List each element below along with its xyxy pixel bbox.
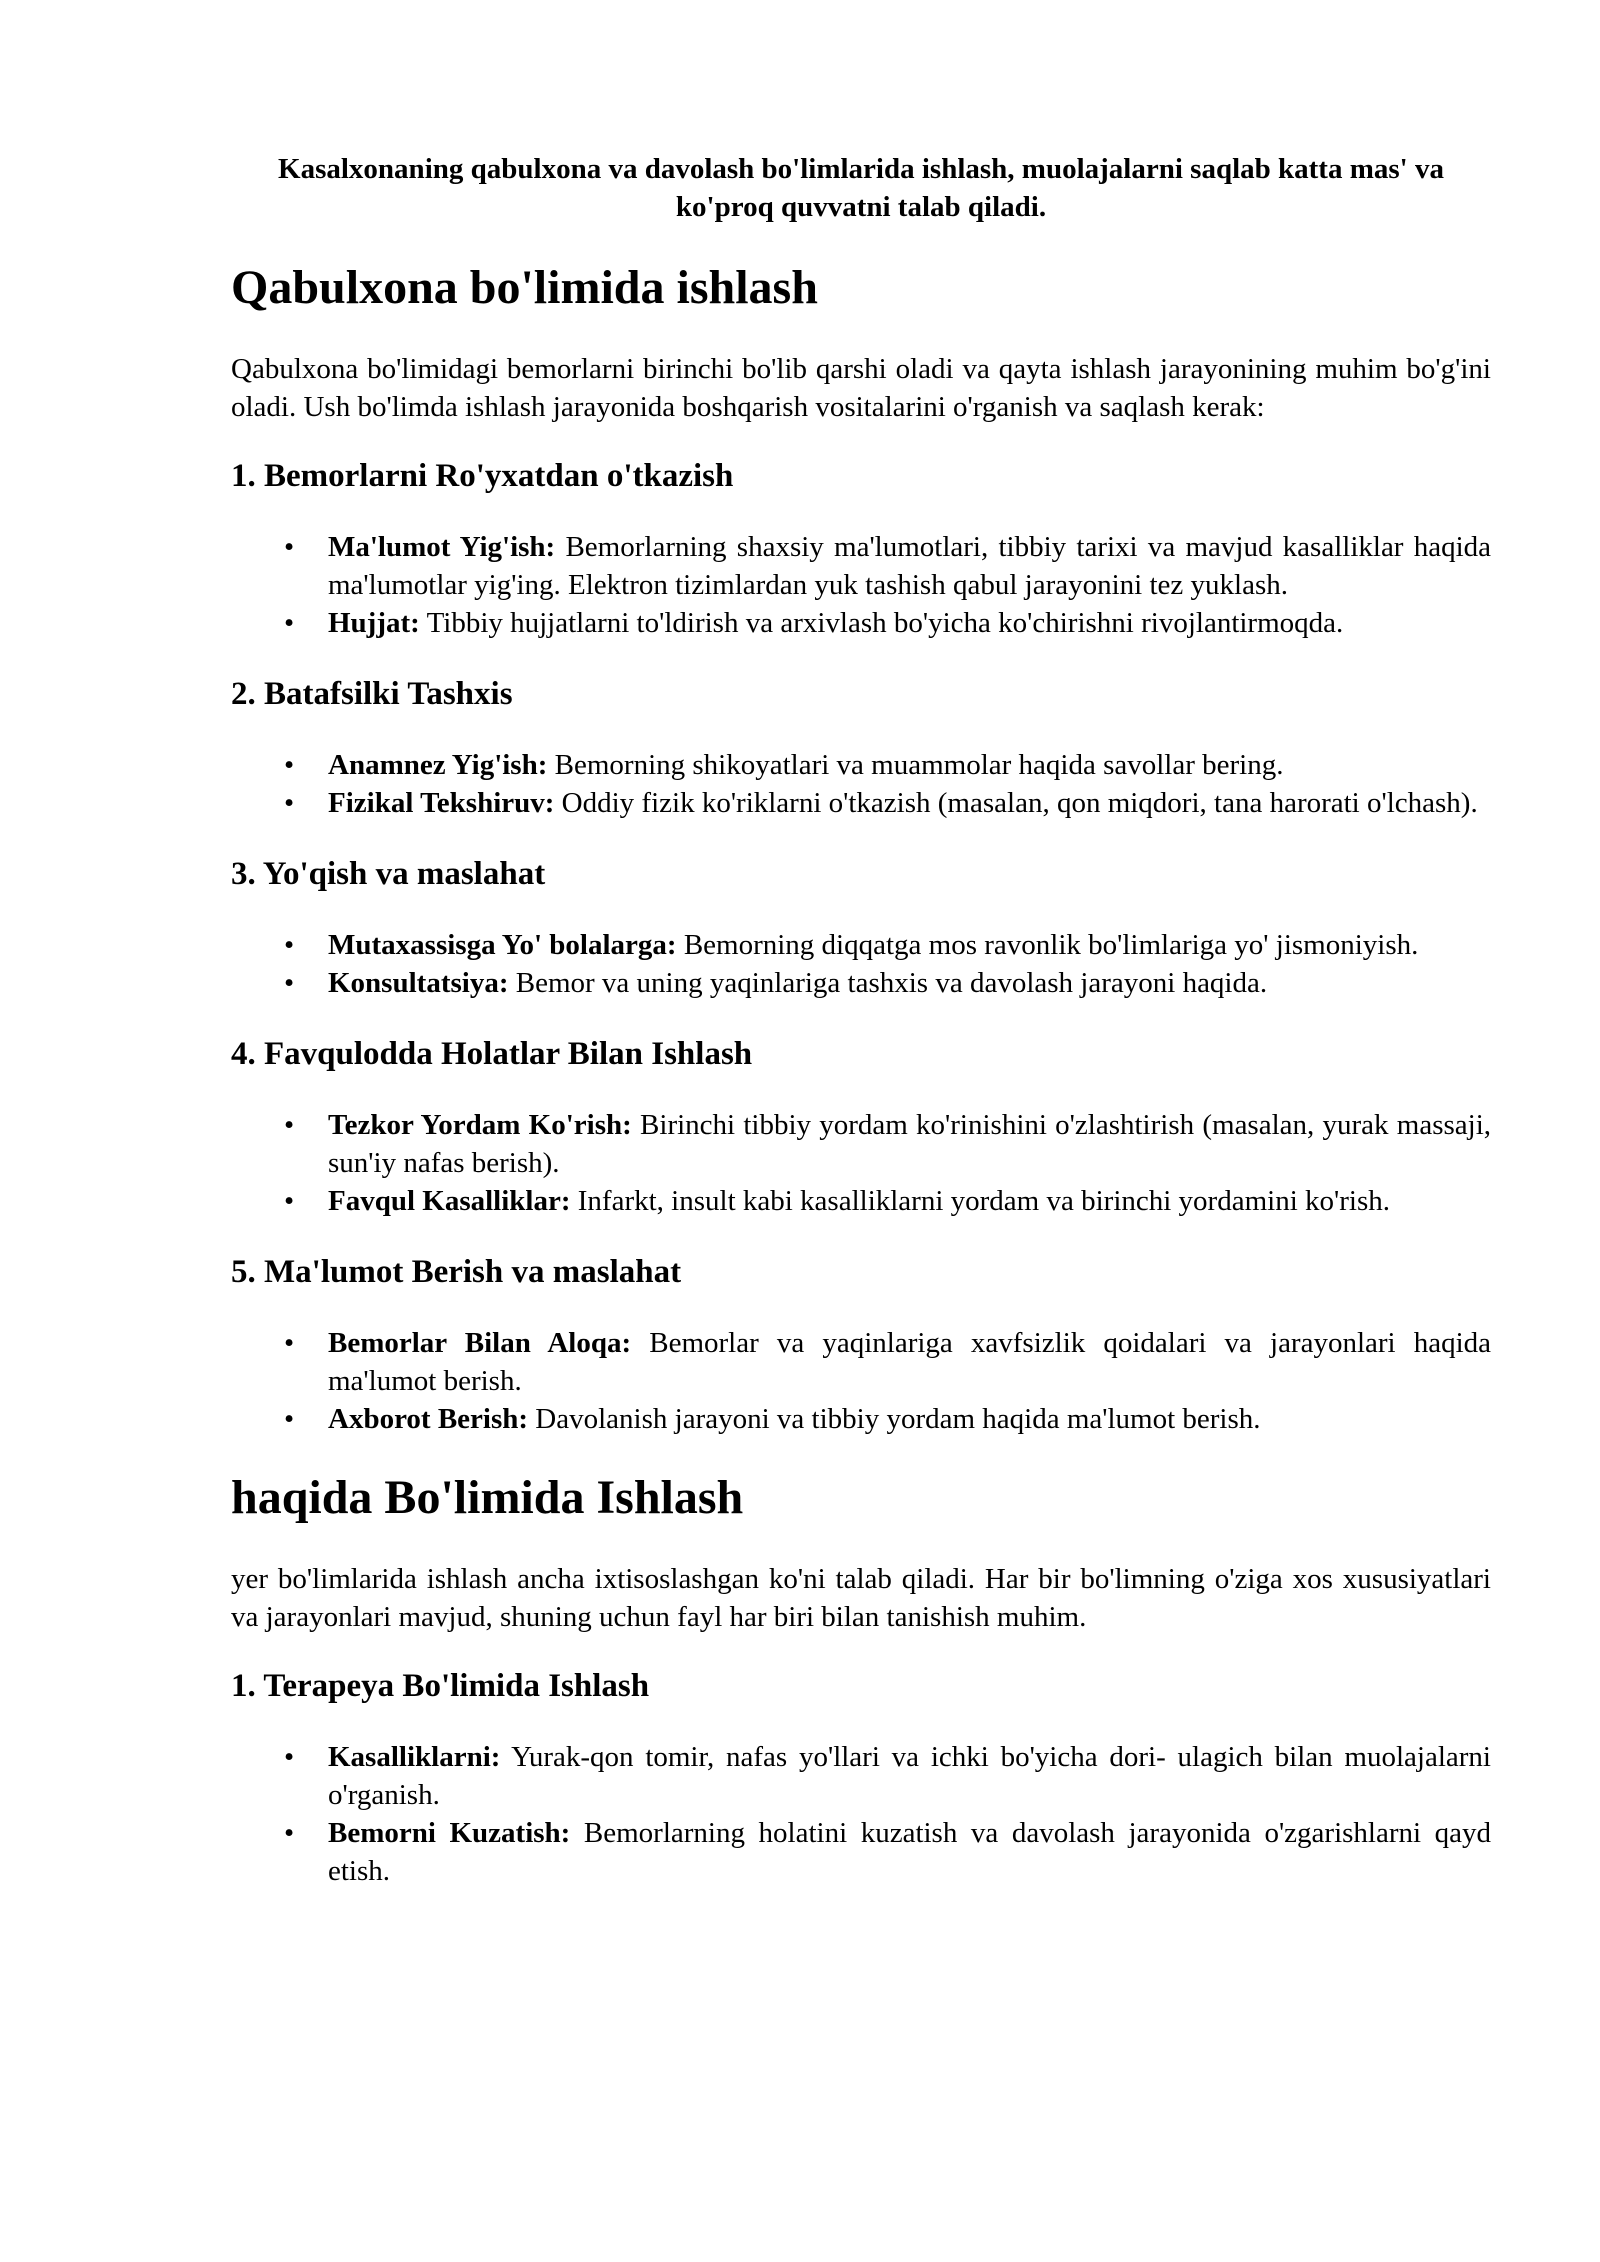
item-text: Bemorlarning holatini kuzatish va davolash jarayonida o'zgarishlarni qayd etish. bbox=[328, 1817, 1491, 1887]
section-paragraph: Qabulxona bo'limidagi bemorlarni birinchi bo'lib qarshi oladi va qayta ishlash jarayonining muhim bo'g'ini oladi. Ush bo'limda ishlash jarayonida boshqarish vositalarini o'rganish va saqlash kerak: bbox=[231, 353, 1491, 423]
item-label: Tezkor Yordam Ko'rish: bbox=[328, 1109, 632, 1141]
bullet-list bbox=[231, 1324, 1491, 1438]
list-item bbox=[231, 1106, 1491, 1182]
bullet-list bbox=[231, 1738, 1491, 1890]
list-item bbox=[231, 528, 1491, 604]
document-content bbox=[231, 150, 1491, 1922]
item-label: Mutaxassisga Yo' bolalarga: bbox=[328, 929, 677, 961]
bullet-icon: • bbox=[284, 607, 295, 639]
item-text: Yurak-qon tomir, nafas yo'llari va ichki bo'yicha dori- ulagich bilan muolajalarni o'rganish. bbox=[328, 1741, 1491, 1811]
item-text: Bemorning shikoyatlari va muammolar haqida savollar bering. bbox=[554, 749, 1284, 781]
item-label: Fizikal Tekshiruv: bbox=[328, 787, 555, 819]
item-label: Ma'lumot Yig'ish: bbox=[328, 531, 556, 563]
list-item bbox=[231, 1400, 1491, 1438]
subsection-heading: 1. Terapeya Bo'limida Ishlash bbox=[231, 1668, 650, 1704]
bullet-icon: • bbox=[284, 787, 295, 819]
item-label: Bemorlar Bilan Aloqa: bbox=[328, 1327, 632, 1359]
item-label: Kasalliklarni: bbox=[328, 1741, 501, 1773]
intro-text: Kasalxonaning qabulxona va davolash bo'limlarida ishlash, muolajalarni saqlab katta mas' va ko'proq quvvatni talab qiladi. bbox=[278, 153, 1444, 223]
bullet-icon: • bbox=[284, 1817, 295, 1849]
item-text: Davolanish jarayoni va tibbiy yordam haqida ma'lumot berish. bbox=[535, 1403, 1261, 1435]
list-item bbox=[231, 926, 1491, 964]
list-item bbox=[231, 784, 1491, 822]
subsection-heading: 3. Yo'qish va maslahat bbox=[231, 856, 546, 892]
subsection-heading: 2. Batafsilki Tashxis bbox=[231, 676, 513, 712]
bullet-icon: • bbox=[284, 531, 295, 563]
item-text: Bemor va uning yaqinlariga tashxis va davolash jarayoni haqida. bbox=[515, 967, 1268, 999]
bullet-icon: • bbox=[284, 929, 295, 961]
item-text: Bemorning diqqatga mos ravonlik bo'limlariga yo' jismoniyish. bbox=[683, 929, 1419, 961]
list-item bbox=[231, 1814, 1491, 1890]
bullet-list bbox=[231, 926, 1491, 1002]
list-item bbox=[231, 1324, 1491, 1400]
bullet-icon: • bbox=[284, 967, 295, 999]
list-item bbox=[231, 604, 1491, 642]
subsection-heading: 1. Bemorlarni Ro'yxatdan o'tkazish bbox=[231, 458, 734, 494]
list-item bbox=[231, 746, 1491, 784]
section-title: haqida Bo'limida Ishlash bbox=[231, 1471, 744, 1524]
list-item bbox=[231, 964, 1491, 1002]
item-label: Hujjat: bbox=[328, 607, 420, 639]
bullet-list bbox=[231, 746, 1491, 822]
bullet-icon: • bbox=[284, 1403, 295, 1435]
section-paragraph: yer bo'limlarida ishlash ancha ixtisoslashgan ko'ni talab qiladi. Har bir bo'limning o'ziga xos xususiyatlari va jarayonlari mavjud, shuning uchun fayl har biri bilan tanishish muhim. bbox=[231, 1563, 1491, 1633]
subsection-heading: 4. Favqulodda Holatlar Bilan Ishlash bbox=[231, 1036, 753, 1072]
item-text: Tibbiy hujjatlarni to'ldirish va arxivlash bo'yicha ko'chirishni rivojlantirmoqda. bbox=[426, 607, 1344, 639]
bullet-icon: • bbox=[284, 1741, 295, 1773]
bullet-icon: • bbox=[284, 1109, 295, 1141]
item-text: Bemorlar va yaqinlariga xavfsizlik qoidalari va jarayonlari haqida ma'lumot berish. bbox=[328, 1327, 1492, 1397]
subsection-heading: 5. Ma'lumot Berish va maslahat bbox=[231, 1254, 682, 1290]
list-item bbox=[231, 1182, 1491, 1220]
item-text: Birinchi tibbiy yordam ko'rinishini o'zlashtirish (masalan, yurak massaji, sun'iy nafas berish). bbox=[328, 1109, 1492, 1179]
section-title: Qabulxona bo'limida ishlash bbox=[231, 261, 818, 314]
item-label: Konsultatsiya: bbox=[328, 967, 509, 999]
bullet-list bbox=[231, 528, 1491, 642]
item-text: Infarkt, insult kabi kasalliklarni yordam va birinchi yordamini ko'rish. bbox=[577, 1185, 1390, 1217]
list-item bbox=[231, 1738, 1491, 1814]
item-label: Bemorni Kuzatish: bbox=[328, 1817, 571, 1849]
item-text: Oddiy fizik ko'riklarni o'tkazish (masalan, qon miqdori, tana harorati o'lchash). bbox=[561, 787, 1478, 819]
item-label: Anamnez Yig'ish: bbox=[328, 749, 548, 781]
bullet-list bbox=[231, 1106, 1491, 1220]
bullet-icon: • bbox=[284, 1327, 295, 1359]
bullet-icon: • bbox=[284, 1185, 295, 1217]
item-label: Favqul Kasalliklar: bbox=[328, 1185, 571, 1217]
bullet-icon: • bbox=[284, 749, 295, 781]
item-label: Axborot Berish: bbox=[328, 1403, 529, 1435]
item-text: Bemorlarning shaxsiy ma'lumotlari, tibbiy tarixi va mavjud kasalliklar haqida ma'lumotlar yig'ing. Elektron tizimlardan yuk tashish qabul jarayonini tez yuklash. bbox=[328, 531, 1492, 601]
